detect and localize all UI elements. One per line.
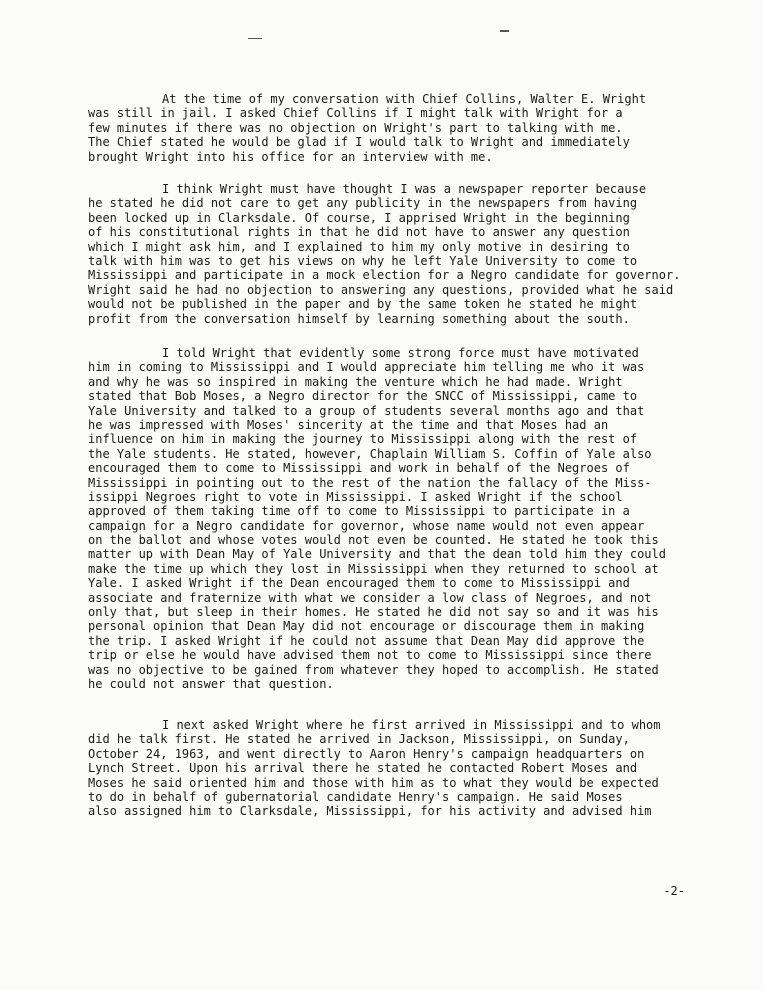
text-line: Wright said he had no objection to answering any questions, provided what he said bbox=[88, 282, 674, 297]
text-line: to do in behalf of gubernatorial candidate Henry's campaign. He said Moses bbox=[88, 789, 623, 804]
text-line: influence on him in making the journey to Mississippi along with the rest of bbox=[88, 432, 638, 447]
text-line: did he talk first. He stated he arrived in Jackson, Mississippi, on Sunday, bbox=[88, 732, 630, 747]
text-line: profit from the conversation himself by learning something about the south. bbox=[88, 311, 630, 326]
text-line: matter up with Dean May of Yale University and that the dean told him they could bbox=[88, 547, 666, 562]
text-line: brought Wright into his office for an interview with me. bbox=[88, 149, 493, 164]
text-line: stated that Bob Moses, a Negro director for the SNCC of Mississippi, came to bbox=[88, 389, 638, 404]
text-line: he was impressed with Moses' sincerity at the time and that Moses had an bbox=[88, 417, 609, 432]
text-line: Yale. I asked Wright if the Dean encouraged them to come to Mississippi and bbox=[88, 576, 630, 591]
text-line: October 24, 1963, and went directly to Aaron Henry's campaign headquarters on bbox=[88, 746, 645, 761]
scan-mark bbox=[248, 38, 262, 39]
text-line: only that, but sleep in their homes. He stated he did not say so and it was his bbox=[88, 605, 659, 620]
text-line: trip or else he would have advised them not to come to Mississippi since there bbox=[88, 648, 652, 663]
text-line: the Yale students. He stated, however, Chaplain William S. Coffin of Yale also bbox=[88, 446, 652, 461]
text-line: he could not answer that question. bbox=[88, 676, 334, 691]
text-line: The Chief stated he would be glad if I would talk to Wright and immediately bbox=[88, 135, 630, 150]
text-line: encouraged them to come to Mississippi and work in behalf of the Negroes of bbox=[88, 461, 630, 476]
text-line: and why he was so inspired in making the venture which he had made. Wright bbox=[88, 374, 623, 389]
text-line: I told Wright that evidently some strong force must have motivated bbox=[162, 346, 639, 360]
text-line: on the ballot and whose votes would not even be counted. He stated he took this bbox=[88, 533, 659, 548]
paragraph-4 bbox=[88, 718, 708, 819]
text-line: of his constitutional rights in that he did not have to answer any question bbox=[88, 225, 630, 240]
text-line: also assigned him to Clarksdale, Mississippi, for his activity and advised him bbox=[88, 804, 652, 819]
text-line: him in coming to Mississippi and I would appreciate him telling me who it was bbox=[88, 360, 645, 375]
text-line: was still in jail. I asked Chief Collins if I might talk with Wright for a bbox=[88, 106, 623, 121]
scan-mark bbox=[500, 30, 509, 32]
text-line: talk with him was to get his views on why he left Yale University to come to bbox=[88, 253, 638, 268]
text-line: he stated he did not care to get any publicity in the newspapers from having bbox=[88, 196, 638, 211]
text-line: Mississippi in pointing out to the rest of the nation the fallacy of the Miss- bbox=[88, 475, 652, 490]
text-line: I think Wright must have thought I was a newspaper reporter because bbox=[162, 182, 647, 196]
text-line: Yale University and talked to a group of students several months ago and that bbox=[88, 403, 645, 418]
paragraph-3 bbox=[88, 346, 708, 691]
text-line: the trip. I asked Wright if he could not assume that Dean May did approve the bbox=[88, 633, 645, 648]
page-number: -2- bbox=[663, 884, 685, 898]
text-line: issippi Negroes right to vote in Mississippi. I asked Wright if the school bbox=[88, 489, 623, 504]
text-line: personal opinion that Dean May did not encourage or discourage them in making bbox=[88, 619, 645, 634]
paragraph-1 bbox=[88, 92, 708, 164]
text-line: At the time of my conversation with Chief Collins, Walter E. Wright bbox=[162, 92, 647, 106]
text-line: would not be published in the paper and by the same token he stated he might bbox=[88, 297, 638, 312]
paragraph-2 bbox=[88, 182, 708, 326]
text-line: been locked up in Clarksdale. Of course, I apprised Wright in the beginning bbox=[88, 210, 630, 225]
text-line: Mississippi and participate in a mock election for a Negro candidate for governor. bbox=[88, 268, 681, 283]
text-line: I next asked Wright where he first arrived in Mississippi and to whom bbox=[162, 718, 661, 732]
text-line: associate and fraternize with what we consider a low class of Negroes, and not bbox=[88, 590, 652, 605]
text-line: Moses he said oriented him and those with him as to what they would be expected bbox=[88, 775, 659, 790]
text-line: few minutes if there was no objection on Wright's part to talking with me. bbox=[88, 120, 623, 135]
text-line: approved of them taking time off to come to Mississippi to participate in a bbox=[88, 504, 630, 519]
text-line: was no objective to be gained from whatever they hoped to accomplish. He stated bbox=[88, 662, 659, 677]
text-line: which I might ask him, and I explained to him my only motive in desiring to bbox=[88, 239, 630, 254]
text-line: make the time up which they lost in Mississippi when they returned to school at bbox=[88, 561, 659, 576]
text-line: campaign for a Negro candidate for governor, whose name would not even appear bbox=[88, 518, 645, 533]
text-line: Lynch Street. Upon his arrival there he stated he contacted Robert Moses and bbox=[88, 761, 638, 776]
